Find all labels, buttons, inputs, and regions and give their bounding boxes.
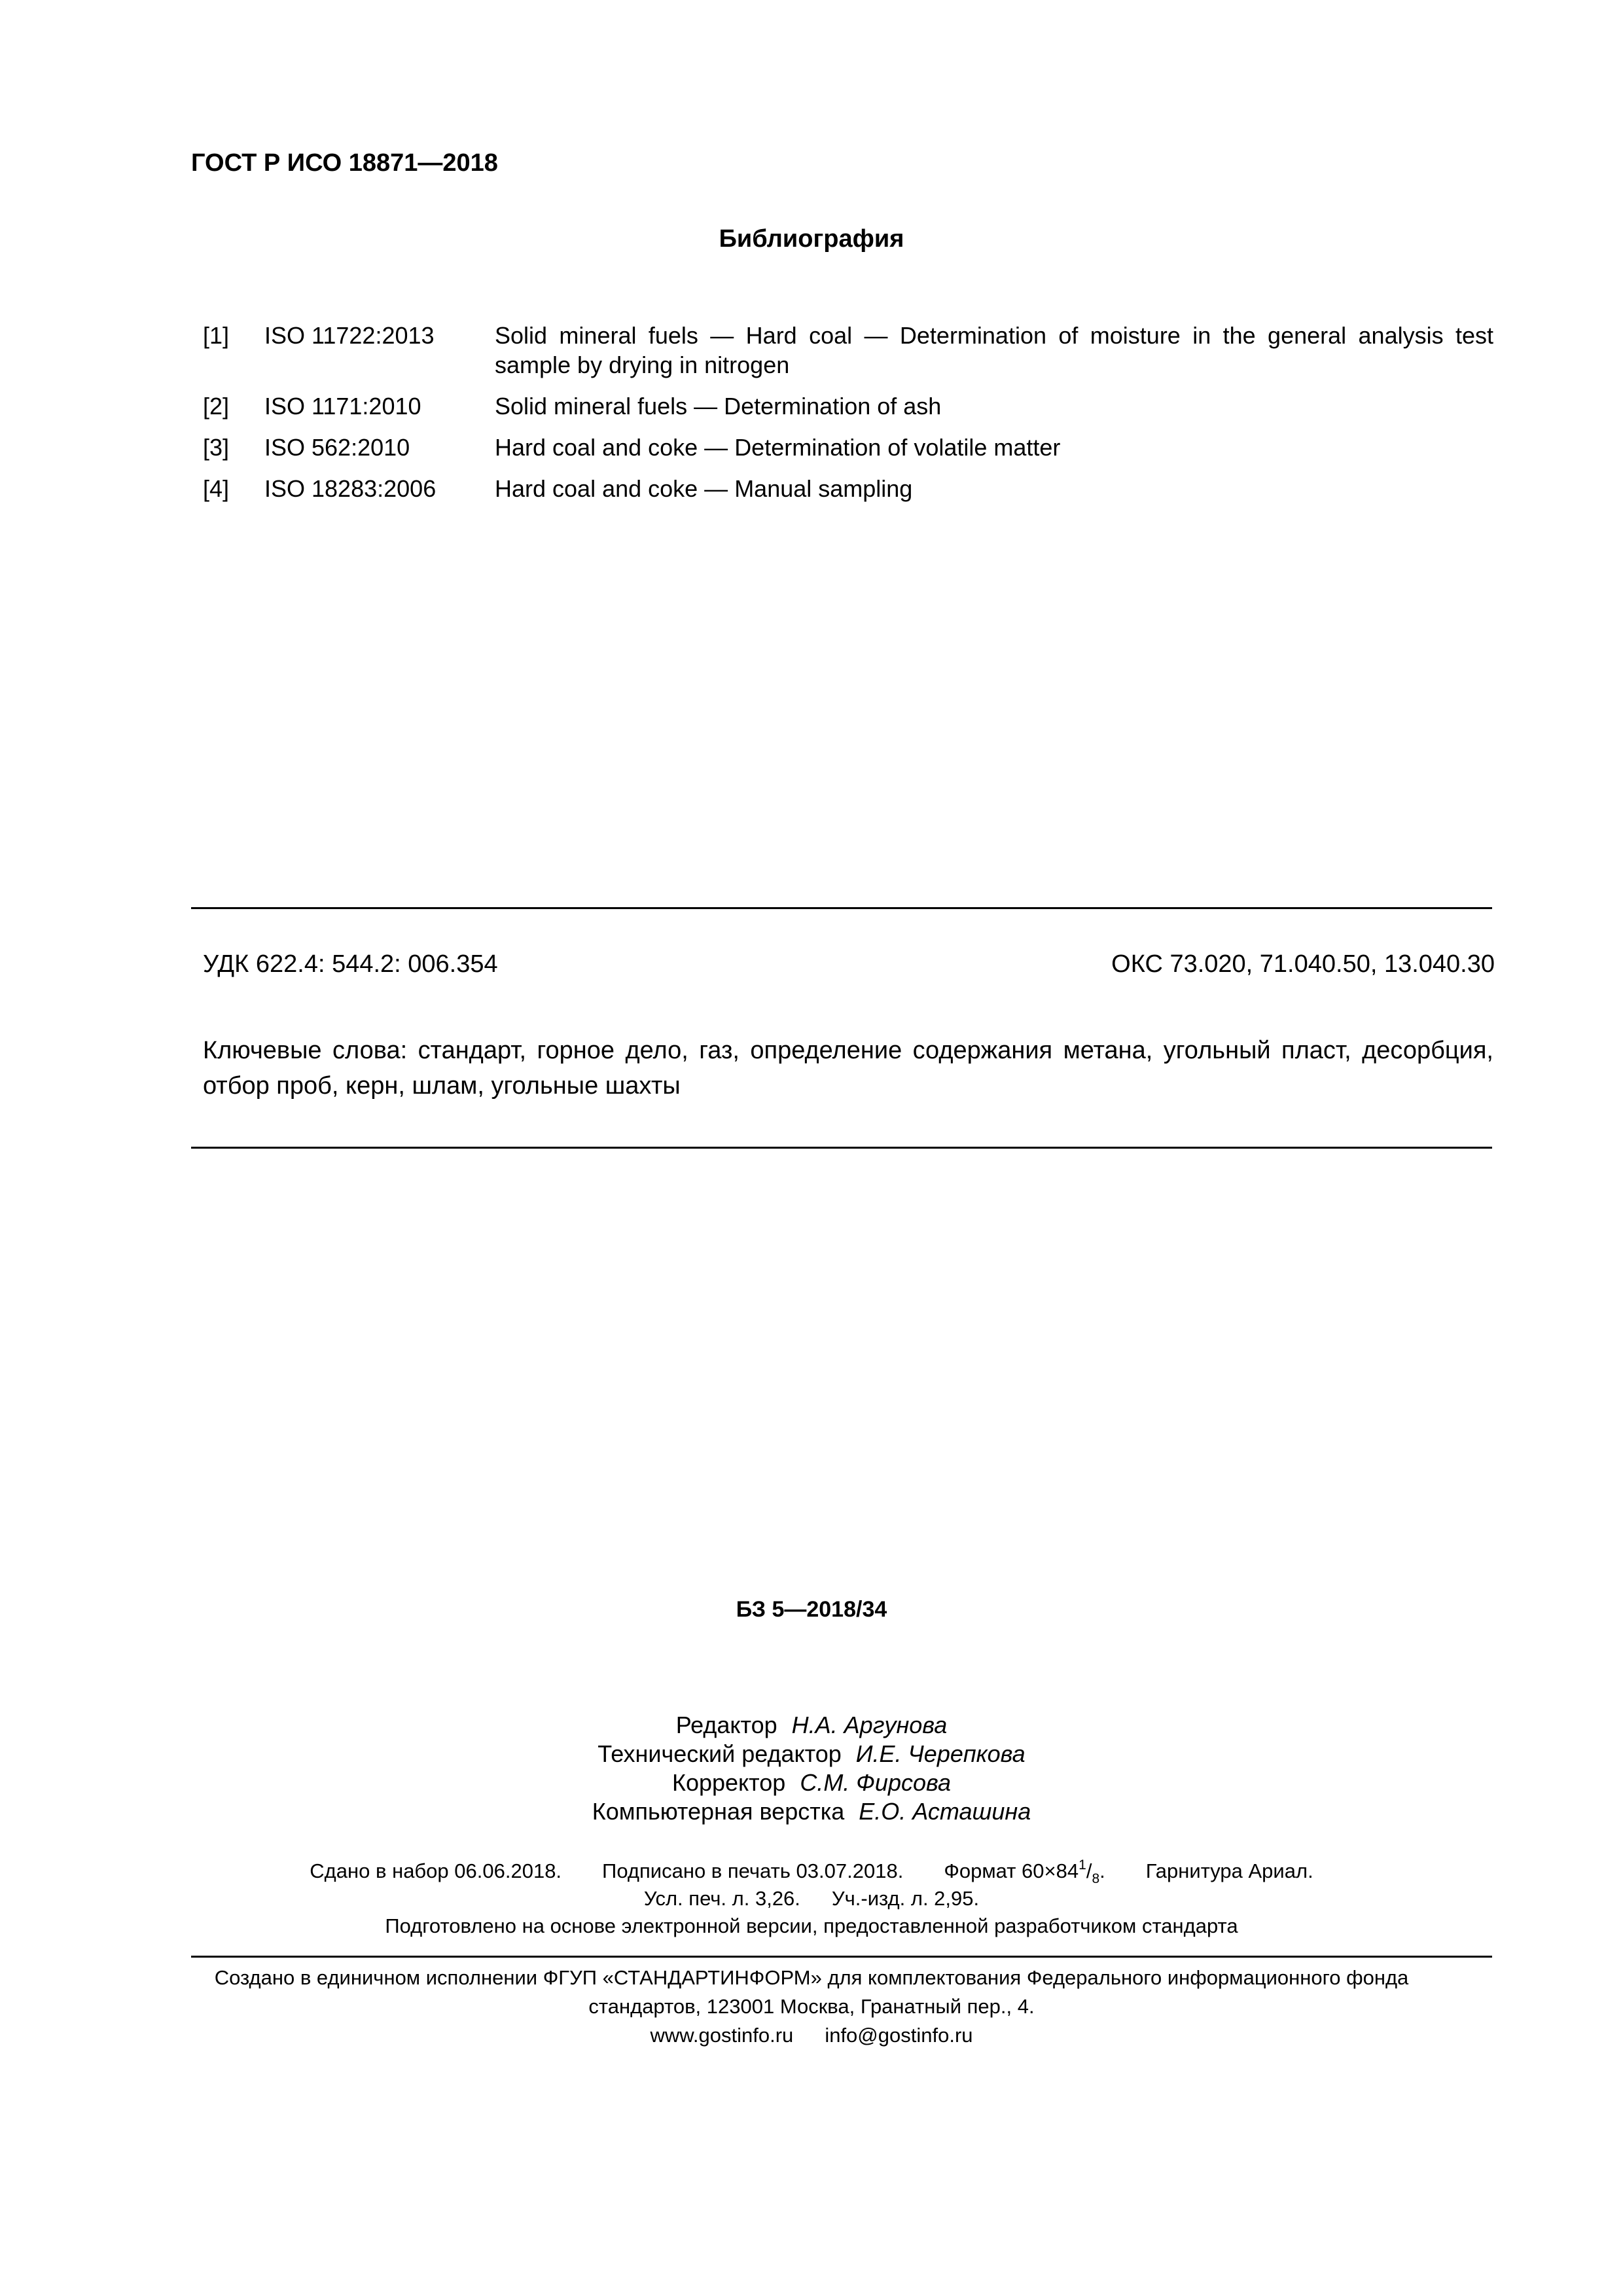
entry-title: Hard coal and coke — Manual sampling: [495, 475, 913, 502]
bibliography-entry: [203, 474, 1493, 503]
footer-line-2: стандартов, 123001 Москва, Гранатный пер., 4.: [588, 1995, 1035, 2018]
website-link[interactable]: www.gostinfo.ru: [650, 2024, 794, 2047]
staff-role: Компьютерная верстка: [592, 1798, 845, 1825]
print-sheets: Усл. печ. л. 3,26.: [643, 1887, 800, 1910]
submitted-date: Сдано в набор 06.06.2018.: [310, 1859, 562, 1882]
entry-standard-code: ISO 11722:2013: [264, 322, 435, 349]
entry-standard-code: ISO 1171:2010: [264, 393, 421, 420]
top-divider: [191, 907, 1492, 909]
signed-date: Подписано в печать 03.07.2018.: [602, 1859, 904, 1882]
entry-number: [2]: [203, 393, 230, 420]
imprint-line-1: [0, 1857, 1623, 1885]
staff-role: Корректор: [671, 1769, 786, 1796]
imprint: [0, 1857, 1623, 1940]
staff-role: Технический редактор: [597, 1740, 842, 1767]
bibliography-title: Библиография: [719, 225, 904, 253]
page-format: Формат $60\times 84^1/_8$.: [944, 1857, 1105, 1886]
bz-number: БЗ 5—2018/34: [736, 1597, 887, 1622]
footer: [0, 1964, 1623, 2050]
oks-code: ОКС 73.020, 71.040.50, 13.040.30: [1111, 950, 1495, 978]
staff-technical-editor: [0, 1740, 1623, 1768]
keywords: Ключевые слова: стандарт, горное дело, газ, определение содержания метана, угольный пласт, десорбция, отбор проб, керн, шлам, угольные шахты: [203, 1037, 1493, 1100]
footer-divider: [191, 1956, 1492, 1958]
entry-number: [1]: [203, 322, 230, 349]
imprint-line-2: [0, 1885, 1623, 1912]
document-code-header: ГОСТ Р ИСО 18871—2018: [191, 149, 498, 177]
entry-number: [3]: [203, 434, 230, 461]
staff-name: Е.О. Асташина: [859, 1798, 1031, 1825]
footer-line-1: Создано в единичном исполнении ФГУП «СТАНДАРТИНФОРМ» для комплектования Федерального информационного фонда: [214, 1966, 1409, 1989]
footer-links: [0, 2021, 1623, 2050]
entry-title: Solid mineral fuels — Hard coal — Determination of moisture in the general analysis test sample by drying in nitrogen: [495, 322, 1493, 378]
entry-title: Solid mineral fuels — Determination of ash: [495, 393, 942, 420]
staff-role: Редактор: [675, 1712, 777, 1738]
typeface: Гарнитура Ариал.: [1145, 1859, 1313, 1882]
entry-standard-code: ISO 18283:2006: [264, 475, 437, 502]
staff-name: Н.А. Аргунова: [791, 1712, 948, 1738]
staff-editor: [0, 1711, 1623, 1740]
staff-layout: [0, 1797, 1623, 1826]
udk-code: УДК 622.4: 544.2: 006.354: [203, 950, 498, 978]
staff-proofreader: [0, 1768, 1623, 1797]
entry-standard-code: ISO 562:2010: [264, 434, 410, 461]
entry-number: [4]: [203, 475, 230, 502]
prepared-note: Подготовлено на основе электронной версии, предоставленной разработчиком стандарта: [385, 1914, 1238, 1937]
bibliography-entry: [203, 391, 1493, 421]
email-link[interactable]: info@gostinfo.ru: [825, 2024, 973, 2047]
staff-name: С.М. Фирсова: [800, 1769, 952, 1796]
staff-list: [0, 1711, 1623, 1826]
bibliography-list: [203, 321, 1493, 515]
entry-title: Hard coal and coke — Determination of volatile matter: [495, 434, 1061, 461]
bibliography-entry: [203, 433, 1493, 462]
bibliography-entry: [203, 321, 1493, 380]
bottom-divider: [191, 1147, 1492, 1149]
publisher-sheets: Уч.-изд. л. 2,95.: [831, 1887, 980, 1910]
staff-name: И.Е. Черепкова: [855, 1740, 1026, 1767]
